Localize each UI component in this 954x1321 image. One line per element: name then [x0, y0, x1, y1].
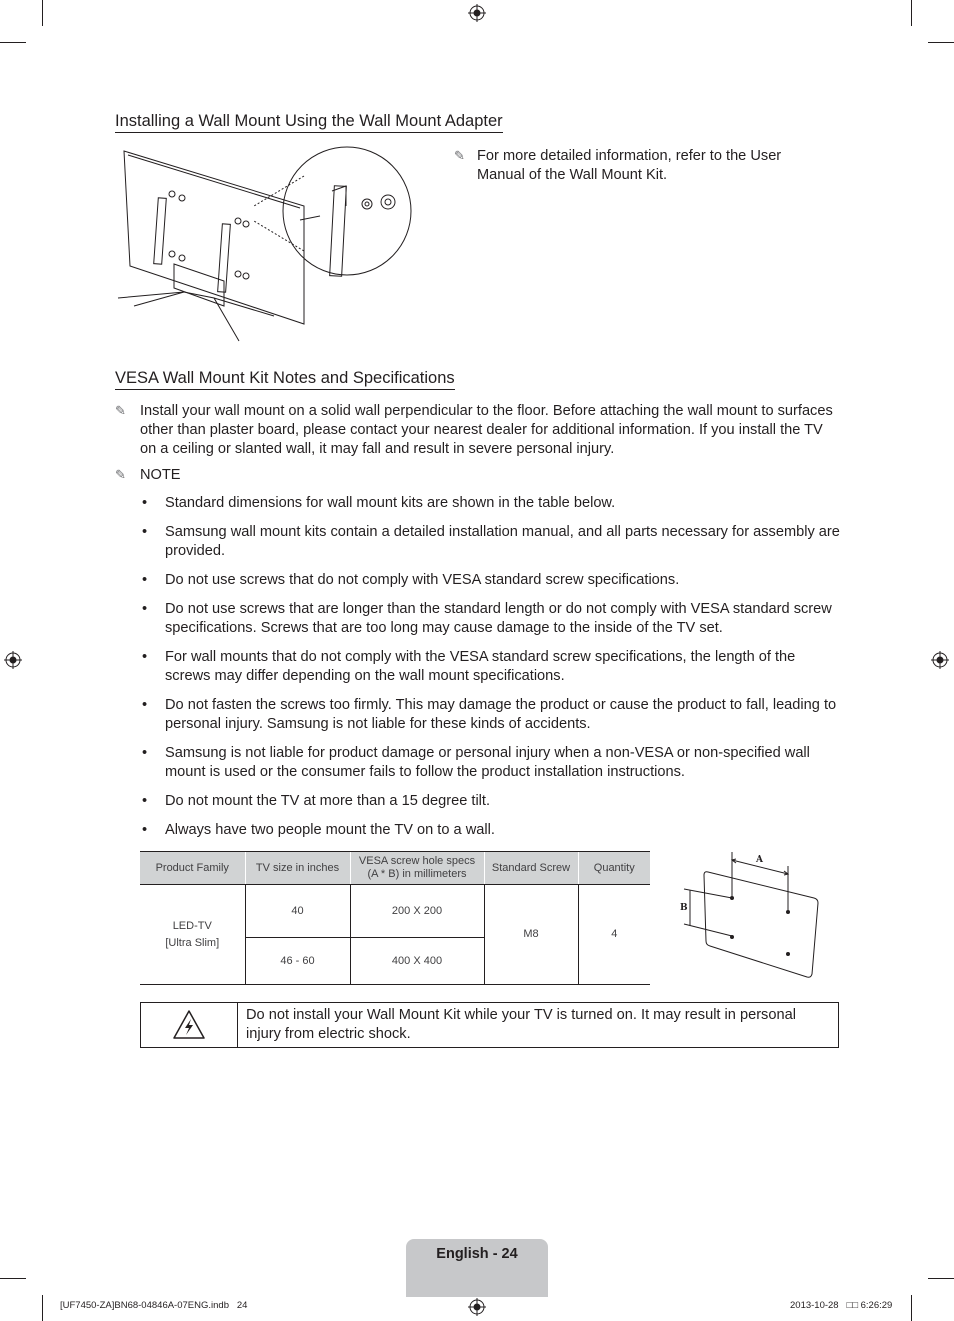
print-timestamp: 2013-10-28 □□ 6:26:29	[790, 1300, 893, 1311]
table-row	[140, 885, 650, 938]
warning-icon-cell	[141, 1003, 238, 1047]
table-header-cell: TV size in inches	[245, 852, 350, 885]
list-item: • Standard dimensions for wall mount kits are shown in the table below.	[140, 494, 840, 513]
vesa-spec-cell: 200 X 200	[350, 885, 484, 938]
notes-bullet-list	[140, 494, 840, 850]
wall-mount-adapter-note: For more detailed information, refer to the User Manual of the Wall Mount Kit.	[477, 148, 782, 183]
crop-mark	[928, 42, 954, 43]
table-header-row	[140, 852, 650, 885]
file-info: [UF7450-ZA]BN68-04846A-07ENG.indb 24	[60, 1300, 248, 1311]
list-item: • Do not use screws that are longer than the standard length or do not comply with VESA standard screw specifications. Screws that are too long may cause damage to the inside of the TV set.	[140, 600, 840, 638]
tv-size-cell: 40	[245, 885, 350, 938]
list-item: • Do not fasten the screws too firmly. This may damage the product or cause the product to fall, leading to personal injury. Samsung is not liable for these kinds of accidents.	[140, 696, 840, 734]
table-header-cell: Standard Screw	[484, 852, 578, 885]
note-pencil-icon: ✎	[115, 403, 126, 418]
note-pencil-icon: ✎	[115, 467, 126, 482]
list-item: • Do not mount the TV at more than a 15 degree tilt.	[140, 792, 840, 811]
registration-mark-icon	[468, 1298, 486, 1316]
page-number-label: English - 24	[436, 1246, 518, 1262]
registration-mark-icon	[4, 651, 22, 669]
quantity-cell: 4	[578, 885, 650, 985]
crop-mark	[928, 1278, 954, 1279]
product-family-line: LED-TV	[172, 919, 212, 932]
table-header-cell: VESA screw hole specs (A * B) in millimeters	[350, 852, 484, 885]
crop-mark	[42, 0, 43, 26]
warning-text: Do not install your Wall Mount Kit while your TV is turned on. It may result in personal injury from electric shock.	[246, 1007, 796, 1042]
vesa-hole-diagram	[676, 848, 826, 983]
crop-mark	[42, 1295, 43, 1321]
note-label: NOTE	[140, 467, 181, 483]
list-item: • For wall mounts that do not comply with the VESA standard screw specifications, the length of the screws may differ depending on the wall mount specifications.	[140, 648, 840, 686]
warning-box	[140, 1002, 839, 1048]
standard-screw-cell: M8	[484, 885, 578, 985]
registration-mark-icon	[931, 651, 949, 669]
list-item: • Samsung wall mount kits contain a detailed installation manual, and all parts necessary for assembly are provided.	[140, 523, 840, 561]
section-title-vesa: VESA Wall Mount Kit Notes and Specifications	[115, 368, 455, 390]
vesa-spec-cell: 400 X 400	[350, 938, 484, 985]
list-item: • Samsung is not liable for product damage or personal injury when a non-VESA or non-specified wall mount is used or the consumer fails to follow the product installation instructions.	[140, 744, 840, 782]
list-item: • Do not use screws that do not comply with VESA standard screw specifications.	[140, 571, 840, 590]
install-note: Install your wall mount on a solid wall perpendicular to the floor. Before attaching the wall mount to surfaces other than plaster board, please contact your nearest dealer for additional information. If you install the TV on a ceiling or slanted wall, it may fall and result in severe personal injury.	[140, 403, 833, 457]
product-family-cell	[140, 885, 245, 985]
wall-mount-adapter-illustration	[114, 146, 414, 344]
crop-mark	[911, 0, 912, 26]
vesa-spec-table	[140, 851, 650, 985]
crop-mark	[0, 42, 26, 43]
section-title-wall-mount-adapter: Installing a Wall Mount Using the Wall Mount Adapter	[115, 111, 503, 133]
table-header-cell: Product Family	[140, 852, 245, 885]
list-item: • Always have two people mount the TV on to a wall.	[140, 821, 840, 840]
dimension-label-a: A	[756, 855, 763, 865]
table-header-cell: Quantity	[578, 852, 650, 885]
tv-size-cell: 46 - 60	[245, 938, 350, 985]
electric-shock-warning-icon	[172, 1009, 206, 1041]
crop-mark	[911, 1295, 912, 1321]
registration-mark-icon	[468, 4, 486, 22]
product-family-line: [Ultra Slim]	[165, 936, 220, 949]
note-pencil-icon: ✎	[454, 148, 465, 163]
dimension-label-b: B	[680, 903, 688, 913]
crop-mark	[0, 1278, 26, 1279]
